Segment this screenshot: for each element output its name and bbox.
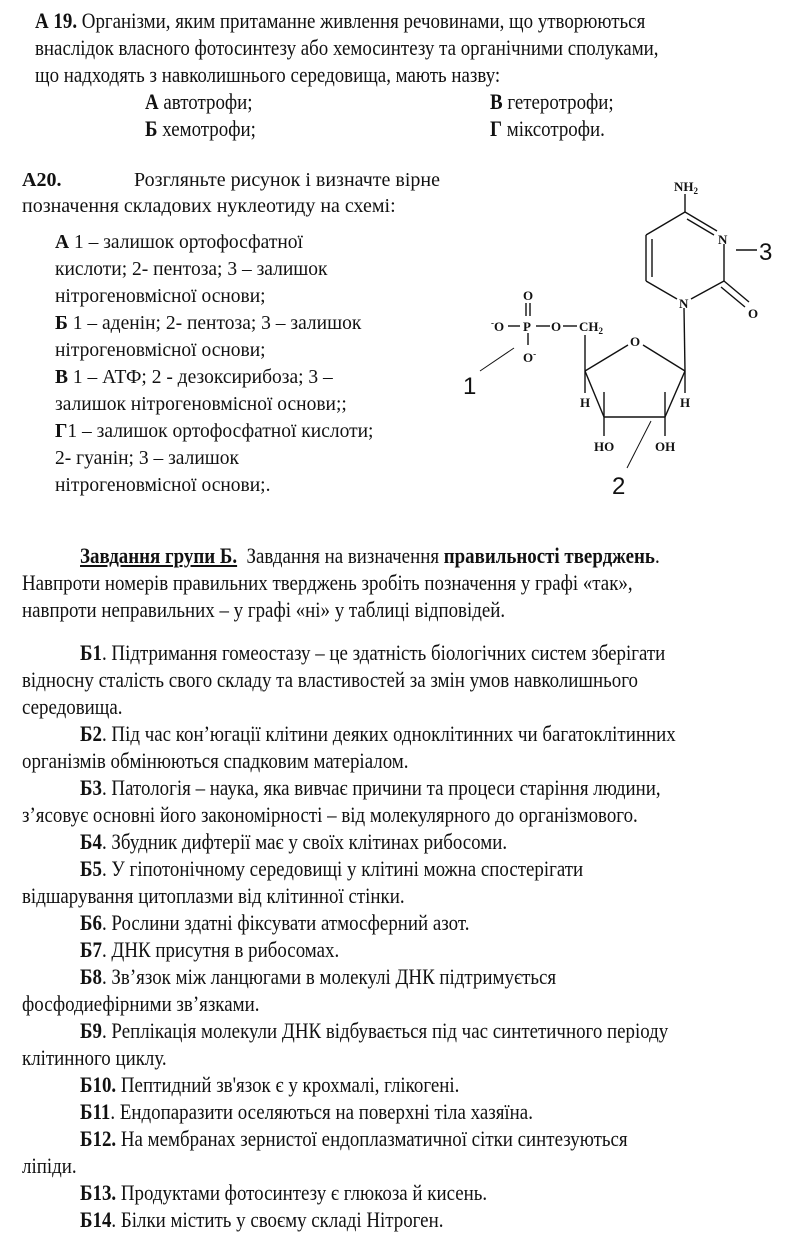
leader-1: [480, 348, 514, 371]
statement-text: фосфодиефірними зв’язками.: [22, 991, 260, 1016]
a20-number: А20.: [22, 169, 62, 191]
statement-sep: .: [101, 964, 107, 989]
statement-id: Б13.: [80, 1180, 117, 1205]
atom-n1: N: [679, 296, 689, 311]
bond-n1-c1: [684, 308, 685, 371]
statement-text: відносну сталість свого складу та властивостей за змін умов навколишнього: [22, 667, 638, 692]
atom-ho: HO: [594, 439, 615, 454]
a19-text: Організми, яким притаманне живлення речовинами, що утворюються: [81, 8, 646, 33]
statement-id: Б5: [80, 856, 102, 881]
option-text: 1 – залишок ортофосфатної кислоти;: [67, 421, 374, 442]
statement-text: ліпіди.: [22, 1153, 77, 1178]
statement-text: Білки містить у своєму складі Нітроген.: [120, 1207, 444, 1232]
statement-id: Б12.: [80, 1126, 117, 1151]
option-text: гетеротрофи;: [507, 89, 614, 114]
option-letter: А: [145, 89, 159, 114]
option-letter: А: [55, 232, 70, 253]
option-letter: Б: [55, 313, 68, 334]
option-text: нітрогеновмісної основи;: [55, 286, 266, 307]
statement-id: Б2: [80, 721, 102, 746]
statement-text: Зв’язок між ланцюгами в молекулі ДНК підтримується: [111, 964, 557, 989]
option-text: нітрогеновмісної основи;.: [55, 475, 271, 496]
bond-n1-c6: [646, 281, 677, 299]
nucleotide-diagram: [0, 0, 800, 520]
option-text: кислоти; 2- пентоза; 3 – залишок: [55, 259, 328, 280]
statement-text: відшарування цитоплазми від клітинної стінки.: [22, 883, 405, 908]
statement-id: Б1: [80, 640, 102, 665]
group-b-intro-bold: правильності тверджень: [443, 543, 655, 568]
statement-text: організмів обмінюються спадковим матеріалом.: [22, 748, 409, 773]
option-letter: В: [490, 89, 503, 114]
statement-line: [22, 694, 122, 720]
statement-line: [80, 1180, 487, 1206]
statement-text: Збудник дифтерії має у своїх клітинах рибосоми.: [111, 829, 508, 854]
statement-text: У гіпотонічному середовищі у клітині можна спостерігати: [111, 856, 584, 881]
bond-c2-n1: [691, 281, 724, 299]
atom-o-top: O: [523, 288, 534, 303]
statement-text: Реплікація молекули ДНК відбувається під час синтетичного періоду: [111, 1018, 669, 1043]
atom-o-bridge: O: [551, 319, 562, 334]
bond-c2-o-double: [721, 287, 745, 307]
statement-id: Б14: [80, 1207, 112, 1232]
statement-line: [80, 856, 583, 882]
statement-line: [80, 1072, 459, 1098]
statement-id: Б4: [80, 829, 102, 854]
statement-text: Продуктами фотосинтезу є глюкоза й кисень.: [120, 1180, 488, 1205]
option-text: хемотрофи;: [162, 116, 256, 141]
option-text: міксотрофи.: [506, 116, 605, 141]
statement-line: [80, 964, 556, 990]
atom-n3: N: [718, 232, 728, 247]
atom-nh2: $NH_2$: [674, 179, 698, 196]
statement-sep: .: [101, 640, 107, 665]
bond-c2-o: [724, 281, 749, 302]
option-letter: Б: [145, 116, 158, 141]
statement-text: На мембранах зернистої ендоплазматичної сітки синтезуються: [120, 1126, 628, 1151]
a20-text: позначення складових нуклеотиду на схемі:: [22, 195, 396, 217]
statement-sep: .: [110, 1099, 116, 1124]
atom-oh: OH: [655, 439, 676, 454]
a19-text: внаслідок власного фотосинтезу або хемосинтезу та органічними сполуками,: [35, 35, 659, 60]
group-b-intro-line: [22, 597, 505, 623]
option-text: залишок нітрогеновмісної основи;;: [55, 394, 347, 415]
statement-sep: .: [101, 856, 107, 881]
option-text: 2- гуанін; 3 – залишок: [55, 448, 240, 469]
label-3: 3: [759, 239, 773, 266]
atom-o-carbonyl: O: [748, 306, 759, 321]
statement-text: ДНК присутня в рибосомах.: [111, 937, 340, 962]
statement-line: [80, 1126, 628, 1152]
option-text: 1 – залишок ортофосфатної: [73, 232, 303, 253]
statement-line: [80, 1018, 668, 1044]
statement-id: Б8: [80, 964, 102, 989]
option-text: 1 – аденін; 2- пентоза; 3 – залишок: [72, 313, 362, 334]
atom-p: P: [523, 319, 531, 334]
statement-text: Ендопаразити оселяються на поверхні тіла хазяїна.: [119, 1099, 533, 1124]
option-text: 1 – АТФ; 2 - дезоксирибоза; 3 –: [72, 367, 333, 388]
option-text: нітрогеновмісної основи;: [55, 340, 266, 361]
statement-sep: .: [101, 829, 107, 854]
statement-id: Б10.: [80, 1072, 117, 1097]
group-b-intro-line: [22, 570, 633, 596]
statement-line: [80, 775, 661, 801]
statement-sep: .: [101, 910, 107, 935]
statement-text: Пептидний зв'язок є у крохмалі, глікогені.: [120, 1072, 460, 1097]
group-b-heading: [80, 543, 660, 569]
statement-text: клітинного циклу.: [22, 1045, 167, 1070]
statement-sep: .: [101, 1018, 107, 1043]
label-1: 1: [463, 373, 477, 400]
statement-text: Підтримання гомеостазу – це здатність біологічних систем зберігати: [111, 640, 666, 665]
punct: .: [654, 543, 660, 568]
statement-line: [22, 748, 409, 774]
statement-sep: .: [101, 775, 107, 800]
statement-text: Патологія – наука, яка вивчає причини та процеси старіння людини,: [111, 775, 661, 800]
bond-c3-c4: [585, 371, 604, 417]
statement-id: Б7: [80, 937, 102, 962]
statement-sep: .: [101, 721, 107, 746]
statement-line: [80, 1099, 533, 1125]
atom-o-bottom: O-: [523, 349, 537, 365]
a19-number: А 19.: [35, 8, 78, 33]
bonds: [480, 194, 757, 468]
bond-o-c1: [643, 345, 685, 371]
statement-id: Б11: [80, 1099, 111, 1124]
bond-c5-c4: [646, 212, 685, 235]
statement-sep: .: [111, 1207, 117, 1232]
statement-text: Під час кон’югації клітини деяких одноклітинних чи багатоклітинних: [111, 721, 676, 746]
statement-line: [80, 1207, 443, 1233]
bond-c4-o: [585, 345, 628, 371]
label-2: 2: [612, 473, 626, 500]
statement-text: з’ясовує основні його закономірності – від молекулярного до організмового.: [22, 802, 638, 827]
statement-line: [80, 721, 676, 747]
a19-text: що надходять з навколишнього середовища, мають назву:: [35, 62, 501, 87]
bond-c4-n3: [685, 212, 717, 231]
statement-text: Рослини здатні фіксувати атмосферний азот.: [111, 910, 470, 935]
group-b-title: Завдання групи Б.: [80, 543, 238, 568]
statement-line: [22, 1153, 77, 1179]
atom-o-ring: O: [630, 334, 641, 349]
bond-c1-c2: [665, 371, 685, 417]
statement-line: [22, 883, 405, 909]
leader-2: [627, 421, 651, 468]
group-b-intro-text: Навпроти номерів правильних тверджень зробіть позначення у графі «так»,: [22, 570, 633, 595]
option-letter: Г: [55, 421, 68, 442]
statement-line: [22, 991, 259, 1017]
atom-ch2: $CH_2$: [579, 319, 603, 336]
atom-o-left: -O: [491, 318, 505, 334]
option-text: автотрофи;: [163, 89, 253, 114]
option-letter: Г: [490, 116, 503, 141]
atom-h-right: H: [680, 395, 691, 410]
group-b-intro-text: навпроти неправильних – у графі «ні» у таблиці відповідей.: [22, 597, 506, 622]
statement-sep: .: [101, 937, 107, 962]
statement-id: Б9: [80, 1018, 102, 1043]
statement-line: [80, 829, 507, 855]
statement-line: [22, 802, 638, 828]
a20-text: Розгляньте рисунок і визначте вірне: [134, 169, 440, 191]
option-letter: В: [55, 367, 69, 388]
statement-line: [80, 640, 665, 666]
statement-line: [80, 937, 339, 963]
statement-text: середовища.: [22, 694, 123, 719]
statement-id: Б3: [80, 775, 102, 800]
statement-line: [80, 910, 469, 936]
statement-line: [22, 1045, 167, 1071]
statement-id: Б6: [80, 910, 102, 935]
group-b-intro: Завдання на визначення: [246, 543, 440, 568]
statement-line: [22, 667, 638, 693]
atom-h-left: H: [580, 395, 591, 410]
